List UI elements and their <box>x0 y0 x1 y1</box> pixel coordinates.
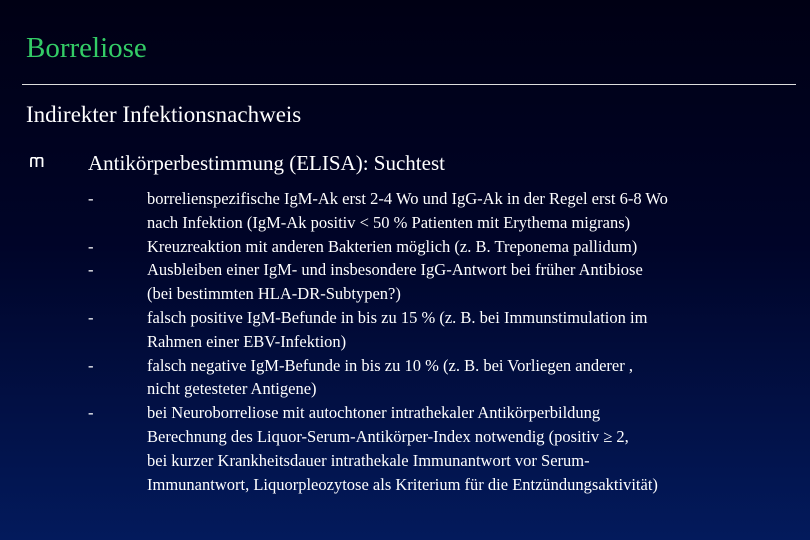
dash-spacer <box>88 377 108 401</box>
dash-spacer <box>88 449 108 473</box>
sub-bullet-line: Kreuzreaktion mit anderen Bakterien möglich (z. B. Treponema pallidum) <box>147 236 638 256</box>
sub-bullet-line: nicht getesteter Antigene) <box>147 379 317 399</box>
dash-spacer <box>88 330 108 354</box>
main-bullet-text: Antikörperbestimmung (ELISA): Suchtest <box>88 151 445 175</box>
sub-bullet-line: (bei bestimmten HLA-DR-Subtypen?) <box>147 284 401 304</box>
dash-marker: - <box>88 355 94 375</box>
sub-bullet-line: nach Infektion (IgM-Ak positiv < 50 % Patienten mit Erythema migrans) <box>147 212 631 232</box>
dash-marker: - <box>88 236 94 256</box>
sub-bullet-line: Immunantwort, Liquorpleozytose als Kriterium für die Entzündungsaktivität) <box>147 474 658 494</box>
sub-bullet-line: borrelienspezifische IgM-Ak erst 2-4 Wo und IgG-Ak in der Regel erst 6-8 Wo <box>147 189 668 208</box>
dash-marker: - <box>88 260 94 280</box>
sub-bullet-markers <box>88 187 108 496</box>
sub-bullet-line: bei Neuroborreliose mit autochtoner intrathekaler Antikörperbildung <box>147 403 601 423</box>
dash-marker: - <box>88 403 94 423</box>
sub-bullet-line: Rahmen einer EBV-Infektion) <box>147 331 347 351</box>
sub-bullet-line: Berechnung des Liquor-Serum-Antikörper-Index notwendig (positiv ≥ 2, <box>147 426 629 446</box>
sub-bullet-line: falsch negative IgM-Befunde in bis zu 10 % (z. B. bei Vorliegen anderer , <box>147 355 633 375</box>
sub-bullet-line: Ausbleiben einer IgM- und insbesondere IgG-Antwort bei früher Antibiose <box>147 260 643 280</box>
dash-spacer <box>88 211 108 235</box>
title-divider <box>22 84 796 85</box>
dash-marker: - <box>88 189 94 208</box>
sub-bullet-list <box>147 187 797 496</box>
sub-bullet-line: falsch positive IgM-Befunde in bis zu 15 % (z. B. bei Immunstimulation im <box>147 307 648 327</box>
dash-spacer <box>88 282 108 306</box>
dash-marker: - <box>88 307 94 327</box>
m-shaped-bullet-icon <box>30 157 44 167</box>
slide-title: Borreliose <box>26 32 147 64</box>
slide-subtitle: Indirekter Infektionsnachweis <box>26 102 302 127</box>
dash-spacer <box>88 425 108 449</box>
sub-bullet-line: bei kurzer Krankheitsdauer intrathekale Immunantwort vor Serum- <box>147 450 590 470</box>
dash-spacer <box>88 473 108 497</box>
